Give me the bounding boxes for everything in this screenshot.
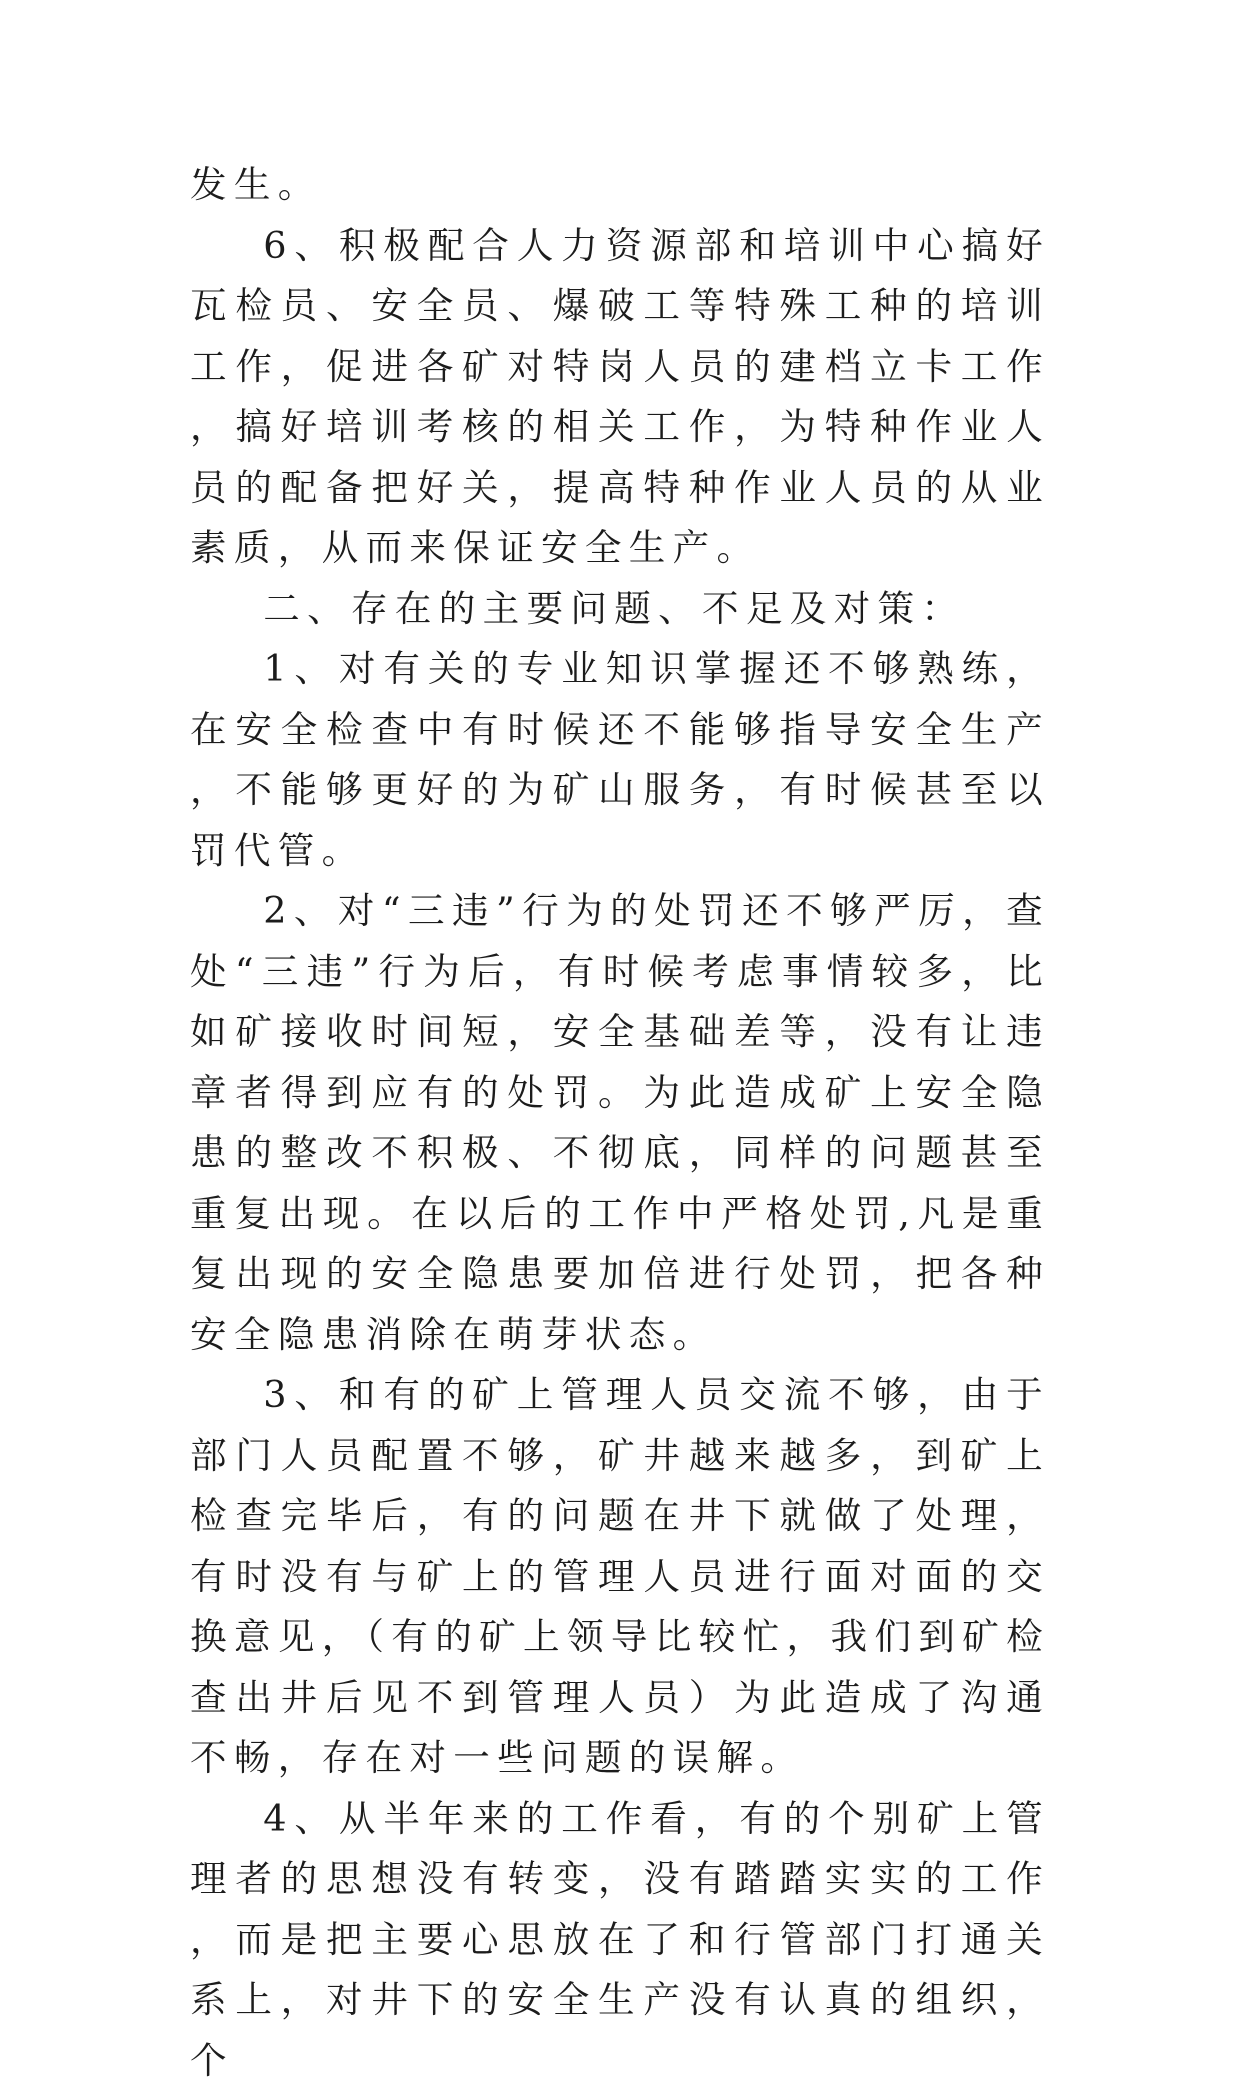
section-heading-problems: 二、存在的主要问题、不足及对策： (190, 579, 1050, 640)
paragraph-problem-2: 2、对“三违”行为的处罚还不够严厉，查处“三违”行为后，有时候考虑事情较多，比如矿接收时间短，安全基础差等，没有让违章者得到应有的处罚。为此造成矿上安全隐患的整改不积极、不彻底，同样的问题甚至重复出现。在以后的工作中严格处罚,凡是重复出现的安全隐患要加倍进行处罚，把各种安全隐患消除在萌芽状态。 (190, 881, 1050, 1365)
document-body (190, 155, 1050, 2091)
paragraph-continuation: 发生。 (190, 155, 1050, 216)
paragraph-problem-3: 3、和有的矿上管理人员交流不够，由于部门人员配置不够，矿井越来越多，到矿上检查完毕后，有的问题在井下就做了处理，有时没有与矿上的管理人员进行面对面的交换意见，（有的矿上领导比较忙，我们到矿检查出井后见不到管理人员）为此造成了沟通不畅，存在对一些问题的误解。 (190, 1365, 1050, 1789)
paragraph-problem-4: 4、从半年来的工作看，有的个别矿上管理者的思想没有转变，没有踏踏实实的工作，而是把主要心思放在了和行管部门打通关系上，对井下的安全生产没有认真的组织，个 (190, 1789, 1050, 2091)
paragraph-problem-1: 1、对有关的专业知识掌握还不够熟练，在安全检查中有时候还不能够指导安全生产，不能够更好的为矿山服务，有时候甚至以罚代管。 (190, 639, 1050, 881)
paragraph-item-6: 6、积极配合人力资源部和培训中心搞好瓦检员、安全员、爆破工等特殊工种的培训工作，促进各矿对特岗人员的建档立卡工作，搞好培训考核的相关工作，为特种作业人员的配备把好关，提高特种作业人员的从业素质，从而来保证安全生产。 (190, 216, 1050, 579)
